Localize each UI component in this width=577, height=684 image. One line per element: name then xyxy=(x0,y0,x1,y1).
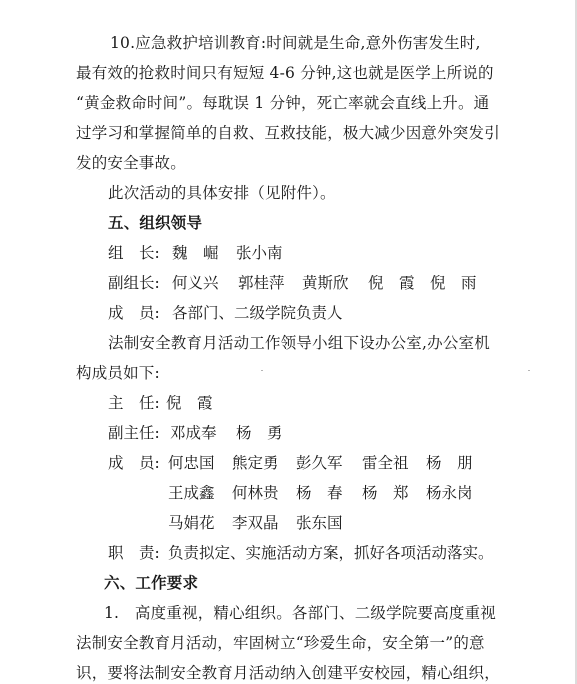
para-10-line-3: “黄金救命时间”。每耽误 1 分钟，死亡率就会直线上升。通 xyxy=(76,94,490,112)
office-line-1: 法制安全教育月活动工作领导小组下设办公室,办公室机 xyxy=(108,334,490,352)
scan-speck xyxy=(261,370,263,371)
office-line-2: 构成员如下: xyxy=(76,364,160,382)
office-member-name: 杨 春 xyxy=(296,484,343,502)
director-name: 倪 霞 xyxy=(166,394,213,412)
office-member-name: 何忠国 xyxy=(168,454,215,472)
leader-name: 魏 崛 xyxy=(172,244,219,262)
office-member-name: 李双晶 xyxy=(232,514,279,532)
member-text: 各部门、二级学院负责人 xyxy=(172,304,343,322)
duty-label: 职 责: xyxy=(108,544,160,562)
deputy-name: 黄斯欣 xyxy=(302,274,349,292)
vice-director-label: 副主任: xyxy=(108,424,160,442)
office-member-name: 熊定勇 xyxy=(232,454,279,472)
schedule-line: 此次活动的具体安排（见附件）。 xyxy=(108,184,336,202)
deputy-name: 倪 霞 xyxy=(368,274,415,292)
para-10-line-2: 最有效的抢救时间只有短短 4-6 分钟,这也就是医学上所说的 xyxy=(76,64,494,82)
office-member-name: 杨 郑 xyxy=(362,484,409,502)
office-member-name: 杨 朋 xyxy=(426,454,473,472)
office-member-name: 杨永岗 xyxy=(426,484,473,502)
section-6-para-line-3: 识，要将法制安全教育月活动纳入创建平安校园，精心组织， xyxy=(76,664,500,682)
para-10-line-5: 发的安全事故。 xyxy=(76,154,186,172)
section-6-heading: 六、工作要求 xyxy=(104,574,199,592)
deputy-name: 何义兴 xyxy=(172,274,219,292)
deputy-name: 倪 雨 xyxy=(430,274,477,292)
member-label: 成 员: xyxy=(108,304,160,322)
para-10-line-4: 过学习和掌握简单的自救、互救技能，极大减少因意外突发引 xyxy=(76,124,500,142)
leader-name: 张小南 xyxy=(236,244,283,262)
office-member-name: 王成鑫 xyxy=(168,484,215,502)
vice-director-name: 邓成奉 xyxy=(170,424,217,442)
office-member-name: 何林贵 xyxy=(232,484,279,502)
section-6-para-line-2: 法制安全教育月活动，牢固树立“珍爱生命，安全第一”的意 xyxy=(76,634,485,652)
section-6-para-line-1: 1. 高度重视，精心组织。各部门、二级学院要高度重视 xyxy=(104,604,496,622)
director-label: 主 任: xyxy=(108,394,160,412)
section-5-heading: 五、组织领导 xyxy=(108,214,203,232)
office-member-name: 马娟花 xyxy=(168,514,215,532)
scan-speck xyxy=(528,370,530,371)
vice-director-name: 杨 勇 xyxy=(236,424,283,442)
deputy-label: 副组长: xyxy=(108,274,160,292)
office-member-name: 张东国 xyxy=(296,514,343,532)
office-member-name: 彭久军 xyxy=(296,454,343,472)
office-members-label: 成 员: xyxy=(108,454,160,472)
para-10-line-1: 10.应急救护培训教育:时间就是生命,意外伤害发生时, xyxy=(110,34,481,52)
duty-text: 负责拟定、实施活动方案，抓好各项活动落实。 xyxy=(168,544,494,562)
office-member-name: 雷全祖 xyxy=(362,454,409,472)
deputy-name: 郭桂萍 xyxy=(238,274,285,292)
leader-label: 组 长: xyxy=(108,244,160,262)
